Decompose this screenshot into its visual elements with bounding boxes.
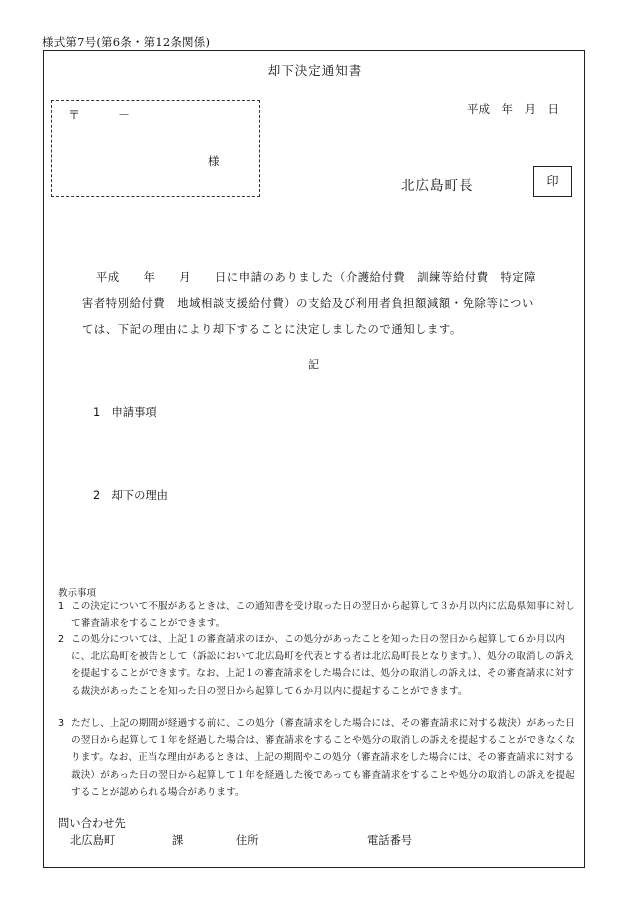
notice-item-number: 2 <box>58 634 65 645</box>
item-application-matters: 1 申請事項 <box>93 406 157 419</box>
contact-phone-label: 電話番号 <box>367 834 413 847</box>
notice-item-number: 3 <box>58 718 65 729</box>
issuer-name: 北広島町長 <box>401 178 474 194</box>
body-text-line-1: 平成 年 月 日に申請のありました（介護給付費 訓練等給付費 特定障 <box>96 271 537 284</box>
notice-item-number: 1 <box>58 601 65 612</box>
postal-code-dash: － <box>118 108 131 122</box>
notice-item-text: この処分については、上記１の審査請求のほか、この処分があったことを知った日の翌日から起算して６か月以内に、北広島町を被告として（訴訟において北広島町を代表とする者は北広島町長となります。）、処分の取消しの訴えを提起することができます。なお、上記１の審査請求をした場合には、処分の取消しの訴えは、その審査請求に対する裁決があったことを知った日の翌日から起算して６か月以内に提起することができます。 <box>71 634 575 697</box>
item-rejection-reason: 2 却下の理由 <box>93 489 168 502</box>
contact-heading: 問い合わせ先 <box>58 817 126 830</box>
ki-heading: 記 <box>308 358 319 371</box>
notice-item <box>58 715 582 801</box>
body-text-line-2: 害者特別給付費 地域相談支援給付費）の支給及び利用者負担額減額・免除等につい <box>82 297 534 310</box>
contact-address-label: 住所 <box>236 834 259 847</box>
document-title: 却下決定通知書 <box>267 63 363 78</box>
body-text-line-3: ては、下記の理由により却下することに決定しましたので通知します。 <box>82 323 462 336</box>
contact-section: 課 <box>172 834 184 847</box>
form-number-label: 様式第7号(第6条・第12条関係) <box>42 35 211 49</box>
notice-item <box>58 631 582 700</box>
notice-heading: 教示事項 <box>58 588 97 599</box>
postal-mark: 〒 <box>68 108 81 122</box>
notice-item-text: この決定について不服があるときは、この通知書を受け取った日の翌日から起算して３か月以内に広島県知事に対して審査請求をすることができます。 <box>71 601 575 630</box>
seal-box: 印 <box>533 166 572 197</box>
notice-item <box>58 598 582 632</box>
address-box <box>51 100 260 197</box>
notice-item-text: ただし、上記の期間が経過する前に、この処分（審査請求をした場合には、その審査請求に対する裁決）があった日の翌日から起算して１年を経過した場合は、審査請求をすることや処分の取消しの訴えを提起することができなくなります。なお、正当な理由があるときは、上記の期間やこの処分（審査請求をした場合には、その審査請求に対する裁決）があった日の翌日から起算して１年を経過した後であっても審査請求をすることや処分の取消しの訴えを提起することが認められる場合があります。 <box>71 718 576 798</box>
recipient-honorific: 様 <box>208 154 220 168</box>
issue-date: 平成 年 月 日 <box>467 102 559 116</box>
contact-town: 北広島町 <box>70 834 116 847</box>
